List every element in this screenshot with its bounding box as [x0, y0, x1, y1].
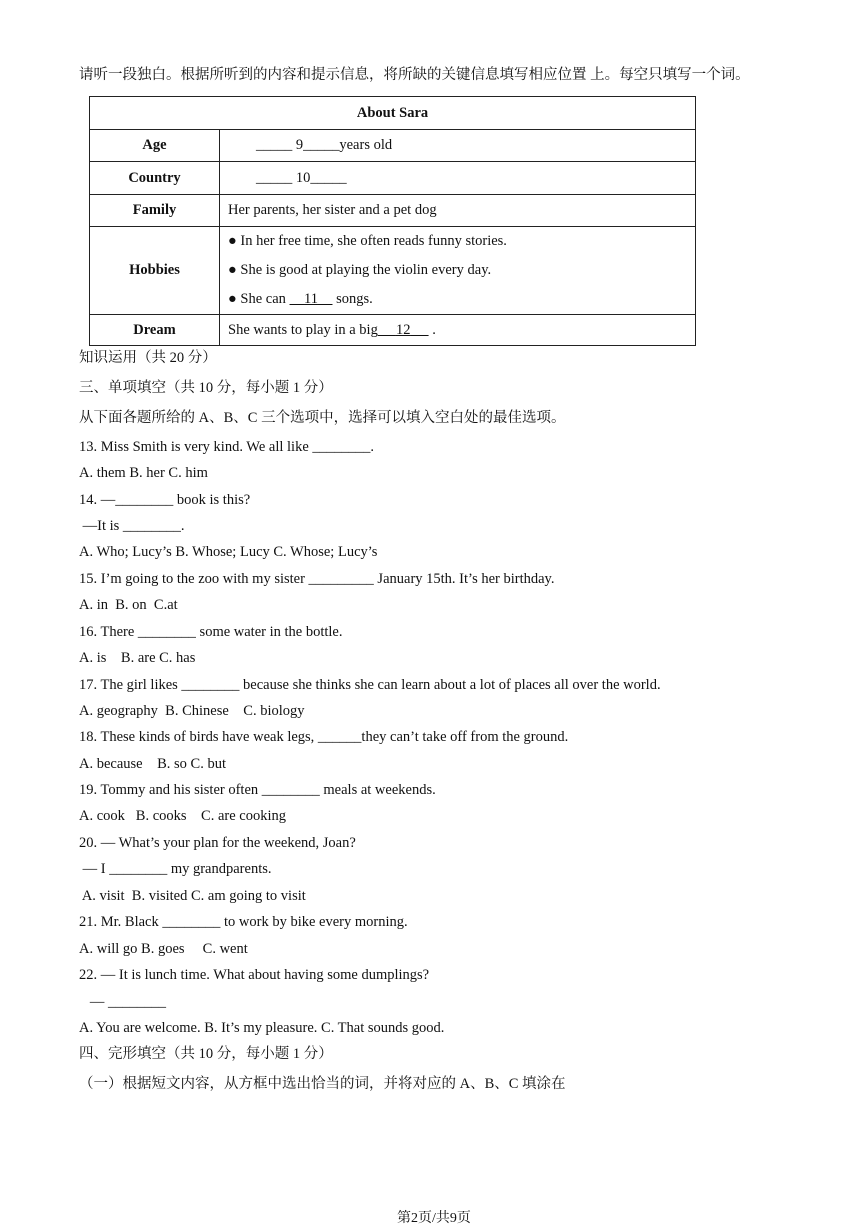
table-row — [90, 162, 696, 195]
part-title: 三、单项填空（共 10 分，每小题 1 分） — [79, 380, 333, 396]
age-blank-9[interactable]: _____ 9_____years old — [220, 130, 696, 162]
options-line: A. You are welcome. B. It’s my pleasure. C. That sounds good. — [79, 1020, 445, 1036]
options-line: A. because B. so C. but — [79, 756, 226, 772]
blank-11[interactable]: 11 — [304, 291, 318, 307]
hobby-text: ● She can — [228, 291, 290, 307]
table-row — [90, 195, 696, 227]
row-label: Country — [90, 162, 220, 195]
table-row — [90, 130, 696, 162]
hobby-text: songs. — [332, 291, 373, 307]
question-line: — ________ — [79, 994, 166, 1010]
options-line: A. geography B. Chinese C. biology — [79, 703, 305, 719]
options-line: A. will go B. goes C. went — [79, 941, 248, 957]
question-line: 19. Tommy and his sister often ________ meals at weekends. — [79, 782, 436, 798]
blank-12[interactable]: 12 — [395, 321, 411, 338]
family-value: Her parents, her sister and a pet dog — [220, 195, 696, 227]
section-title: 知识运用（共 20 分） — [79, 350, 217, 366]
table-row — [90, 227, 696, 315]
dream-value: She wants to play in a big 12 . — [220, 315, 696, 346]
question-line: 17. The girl likes ________ because she thinks she can learn about a lot of places all over the world. — [79, 677, 661, 693]
country-blank-10[interactable]: _____ 10_____ — [220, 162, 696, 195]
question-line: 18. These kinds of birds have weak legs, ______they can’t take off from the ground. — [79, 729, 569, 745]
options-line: A. visit B. visited C. am going to visit — [79, 888, 306, 904]
question-line: 15. I’m going to the zoo with my sister _________ January 15th. It’s her birthday. — [79, 571, 555, 587]
question-line: —It is ________. — [79, 518, 185, 534]
listening-instruction: 请听一段独白。根据所听到的内容和提示信息，将所缺的关键信息填写相应位置 上。每空只填写一个词。 — [79, 67, 750, 83]
table-row — [90, 315, 696, 346]
options-line: A. Who; Lucy’s B. Whose; Lucy C. Whose; Lucy’s — [79, 544, 378, 560]
row-label: Dream — [90, 315, 220, 346]
table-title: About Sara — [90, 97, 696, 130]
about-sara-table — [89, 96, 696, 346]
page-number: 第2页/共9页 — [397, 1211, 471, 1226]
hobby-line — [228, 285, 687, 314]
hobby-line: ● In her free time, she often reads funny stories. — [228, 233, 507, 249]
question-line: 13. Miss Smith is very kind. We all like ________. — [79, 439, 375, 455]
question-line: 14. —________ book is this? — [79, 492, 251, 508]
question-line: 20. — What’s your plan for the weekend, Joan? — [79, 835, 356, 851]
options-line: A. them B. her C. him — [79, 465, 208, 481]
row-label: Age — [90, 130, 220, 162]
row-label: Family — [90, 195, 220, 227]
part-title: 四、完形填空（共 10 分，每小题 1 分） — [79, 1046, 333, 1062]
options-line: A. in B. on C.at — [79, 597, 178, 613]
part-instruction: （一）根据短文内容，从方框中选出恰当的词，并将对应的 A、B、C 填涂在 — [79, 1076, 566, 1092]
question-line: — I ________ my grandparents. — [79, 861, 272, 877]
options-line: A. cook B. cooks C. are cooking — [79, 808, 286, 824]
hobbies-value — [220, 227, 696, 315]
hobby-line: ● She is good at playing the violin every day. — [228, 262, 492, 278]
part-instruction: 从下面各题所给的 A、B、C 三个选项中，选择可以填入空白处的最佳选项。 — [79, 410, 566, 426]
options-line: A. is B. are C. has — [79, 650, 196, 666]
question-line: 16. There ________ some water in the bottle. — [79, 624, 343, 640]
question-line: 22. — It is lunch time. What about having some dumplings? — [79, 967, 430, 983]
row-label: Hobbies — [90, 227, 220, 315]
question-line: 21. Mr. Black ________ to work by bike every morning. — [79, 914, 408, 930]
